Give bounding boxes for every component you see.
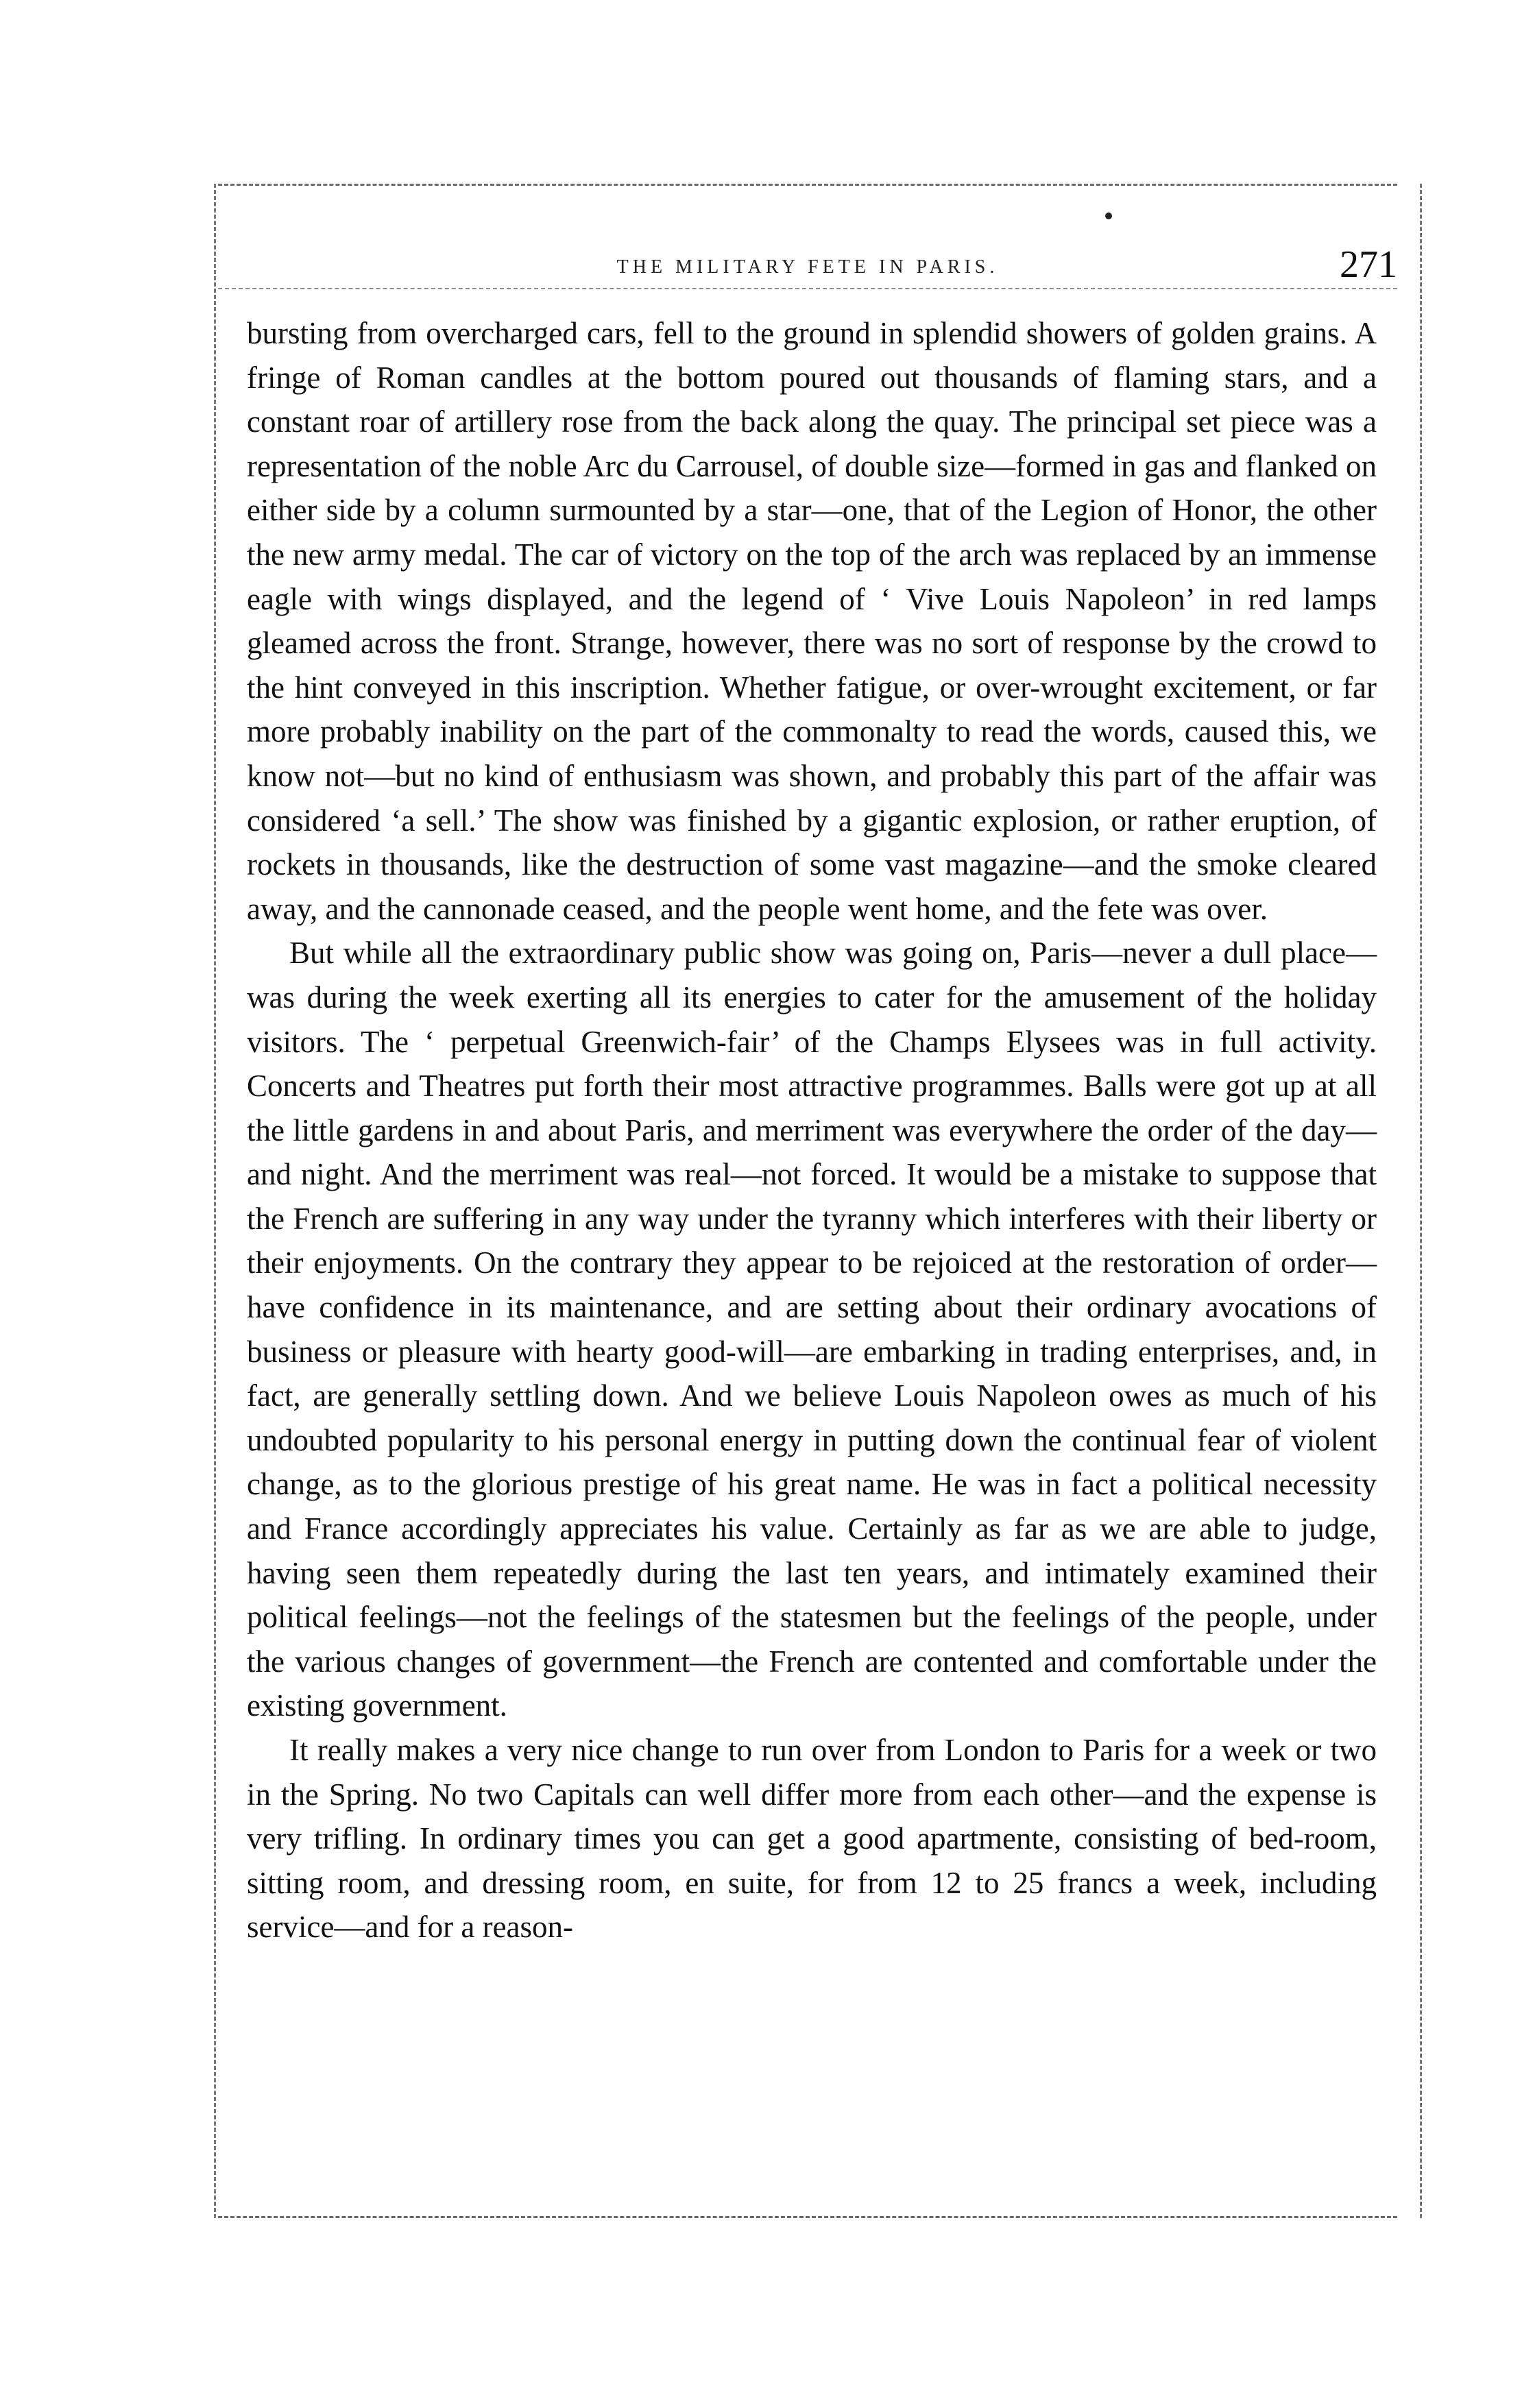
running-header: [218, 243, 1397, 284]
book-page: [218, 184, 1397, 2218]
header-rule: [218, 288, 1397, 289]
bottom-border-rule: [218, 2216, 1397, 2218]
body-text: [247, 311, 1377, 1949]
left-edge-line: [214, 184, 216, 2218]
paragraph-2: But while all the extraordinary public show was going on, Paris—never a dull place—was during the week exerting all its energies to cater for the amusement of the holiday visitors. The ‘ perpetual Greenwich-fair’ of the Champs Elysees was in full activity. Concerts and Theatres put forth their most attractive programmes. Balls were got up at all the little gardens in and about Paris, and merriment was everywhere the order of the day—and night. And the merriment was real—not forced. It would be a mistake to suppose that the French are suffering in any way under the tyranny which interferes with their liberty or their enjoyments. On the contrary they appear to be rejoiced at the restoration of order—have confidence in its maintenance, and are setting about their ordinary avocations of business or pleasure with hearty good-will—are embarking in trading enterprises, and, in fact, are generally settling down. And we believe Louis Napoleon owes as much of his undoubted popularity to his personal energy in putting down the continual fear of violent change, as to the glorious prestige of his great name. He was in fact a political necessity and France accordingly appreciates his value. Certainly as far as we are able to judge, having seen them repeatedly during the last ten years, and intimately examined their political feelings—not the feelings of the statesmen but the feelings of the people, under the various changes of government—the French are contented and comfortable under the existing government.: [247, 936, 1377, 1723]
paragraph-3: It really makes a very nice change to run over from London to Paris for a week or two in the Spring. No two Capitals can well differ more from each other—and the expense is very trifling. In ordinary times you can get a good apartmente, consisting of bed-room, sitting room, and dressing room, en suite, for from 12 to 25 francs a week, including service—and for a reason-: [247, 1733, 1377, 1945]
paragraph-1: bursting from overcharged cars, fell to the ground in splendid showers of golden grains. A fringe of Roman candles at the bottom poured out thousands of flaming stars, and a constant roar of artillery rose from the back along the quay. The principal set piece was a representation of the noble Arc du Carrousel, of double size—formed in gas and flanked on either side by a column surmounted by a star—one, that of the Legion of Honor, the other the new army medal. The car of victory on the top of the arch was replaced by an immense eagle with wings displayed, and the legend of ‘ Vive Louis Napoleon’ in red lamps gleamed across the front. Strange, however, there was no sort of response by the crowd to the hint conveyed in this inscription. Whether fatigue, or over-wrought excitement, or far more probably inability on the part of the commonalty to read the words, caused this, we know not—but no kind of enthusiasm was shown, and probably this part of the affair was considered ‘a sell.’ The show was finished by a gigantic explosion, or rather eruption, of rockets in thousands, like the destruction of some vast magazine—and the smoke cleared away, and the cannonade ceased, and the people went home, and the fete was over.: [247, 316, 1377, 926]
top-border-rule: [218, 184, 1397, 186]
page-number: 271: [1340, 243, 1397, 286]
running-title: THE MILITARY FETE IN PARIS.: [616, 256, 999, 278]
right-edge-line: [1420, 184, 1422, 2218]
ink-speck: [1105, 212, 1112, 219]
